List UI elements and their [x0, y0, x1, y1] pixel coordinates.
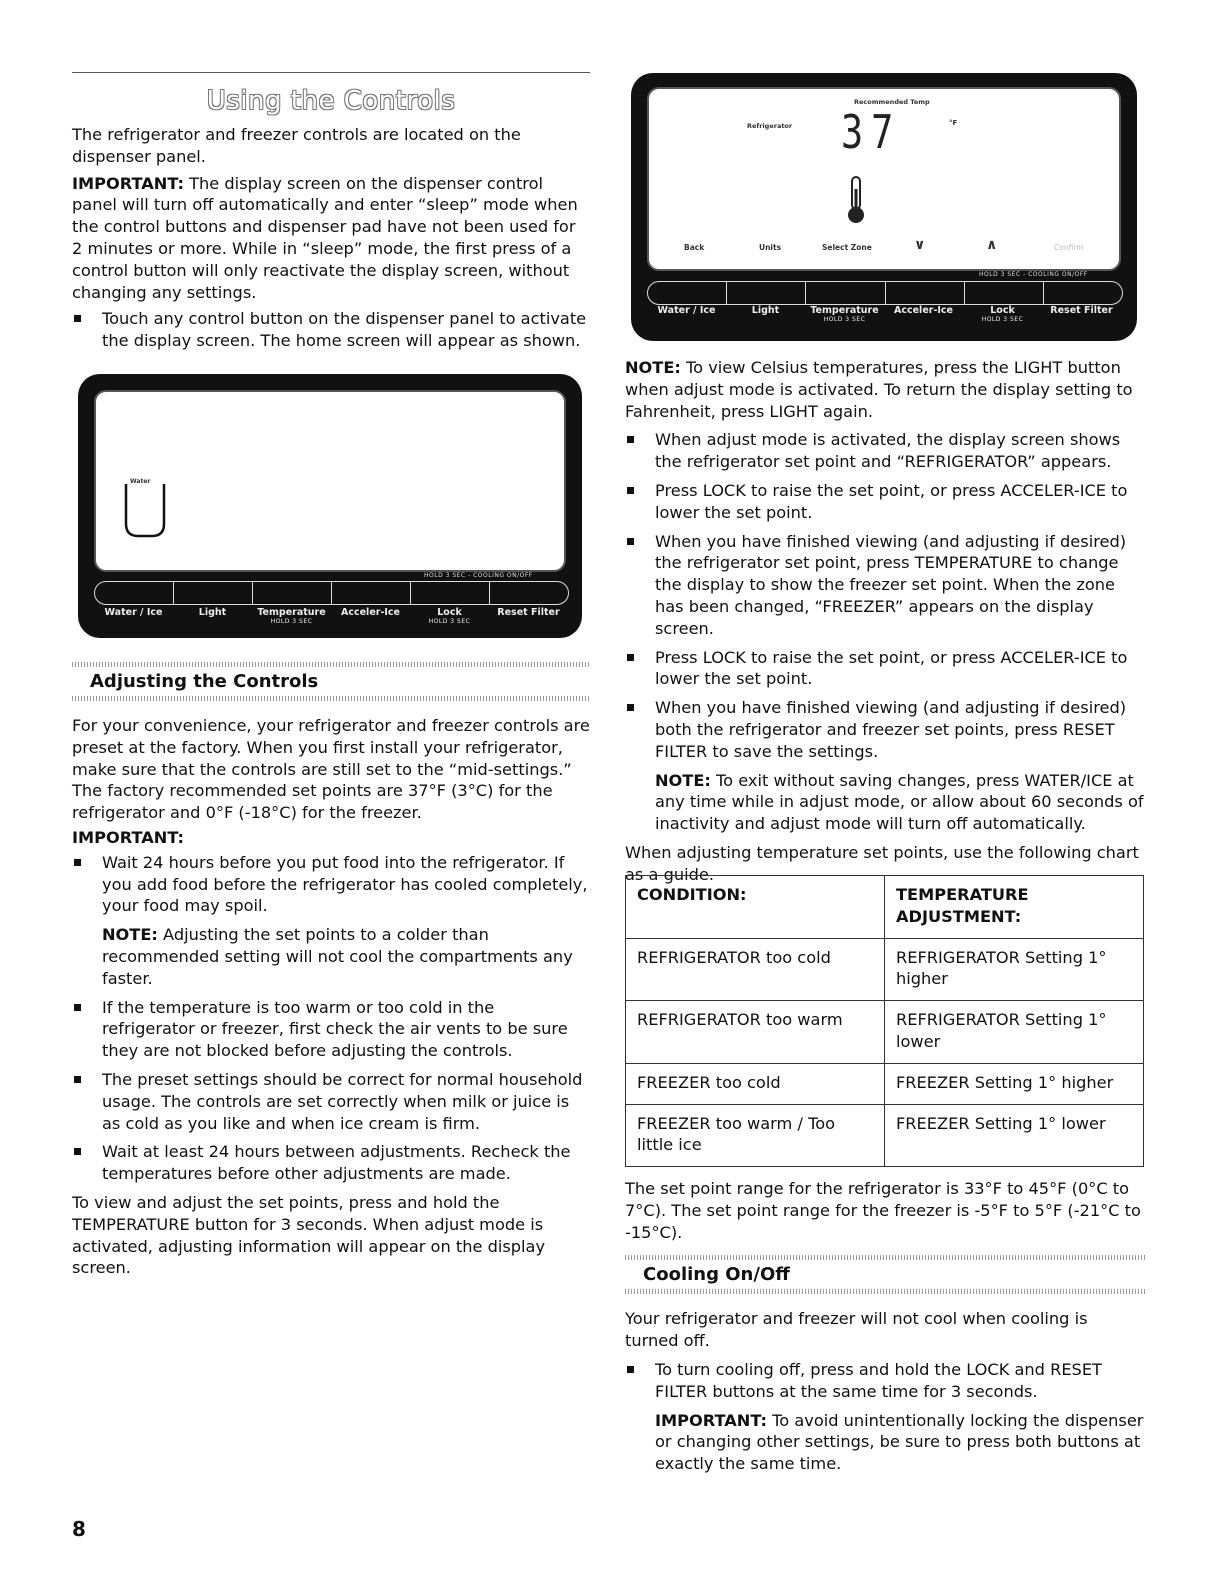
light-button[interactable]	[174, 582, 253, 604]
acceler-ice-button[interactable]	[886, 282, 965, 304]
water-ice-label: Water / Ice	[657, 305, 716, 316]
page-number: 8	[72, 1517, 86, 1541]
table-cell: FREEZER too warm / Too little ice	[626, 1104, 885, 1167]
bullet-preset: The preset settings should be correct for normal household usage. The controls are set correctly when milk or juice is as cold as you like and when ice cream is firm.	[72, 1069, 590, 1134]
table-header-cell: CONDITION:	[626, 876, 885, 939]
note-colder: NOTE: Adjusting the set points to a colder than recommended setting will not cool the compartments any faster.	[102, 925, 573, 988]
table-cell: FREEZER too cold	[626, 1063, 885, 1104]
button-strip	[94, 581, 569, 605]
temperature-button[interactable]	[806, 282, 885, 304]
table-row	[626, 938, 1144, 1001]
water-ice-button[interactable]	[648, 282, 727, 304]
bullet-lock-raise-2: Press LOCK to raise the set point, or press ACCELER-ICE to lower the set point.	[625, 647, 1145, 691]
chart-intro: When adjusting temperature set points, use the following chart as a guide.	[625, 842, 1139, 884]
adjustment-table	[625, 875, 1144, 1167]
view-adjust-para: To view and adjust the set points, press and hold the TEMPERATURE button for 3 seconds. When adjust mode is activated, adjusting information will appear on the display screen.	[72, 1192, 546, 1278]
bullet-wait-24: Wait 24 hours before you put food into the refrigerator. If you add food before the refrigerator has cooled completely, your food may spoil.	[72, 852, 590, 917]
lock-button[interactable]	[965, 282, 1044, 304]
cup-icon	[120, 480, 170, 542]
recommended-temp-label: Recommended Temp	[854, 98, 930, 106]
confirm-softkey[interactable]: Confirm	[1054, 243, 1084, 252]
bullet-adjust-mode: When adjust mode is activated, the display screen shows the refrigerator set point and “REFRIGERATOR” appears.	[625, 429, 1145, 473]
reset-filter-button[interactable]	[490, 582, 568, 604]
bullet-reset-filter: When you have finished viewing (and adjusting if desired) both the refrigerator and freezer set points, press RESET FILTER to save the settings.	[625, 697, 1145, 762]
water-label: Water	[130, 478, 151, 485]
table-cell: REFRIGERATOR Setting 1° lower	[885, 1001, 1144, 1064]
reset-filter-button[interactable]	[1044, 282, 1122, 304]
table-row	[626, 1001, 1144, 1064]
lock-button[interactable]	[411, 582, 490, 604]
table-cell: REFRIGERATOR Setting 1° higher	[885, 938, 1144, 1001]
table-header-row	[626, 876, 1144, 939]
cooling-heading: Cooling On/Off	[643, 1264, 790, 1286]
table-cell: FREEZER Setting 1° higher	[885, 1063, 1144, 1104]
temperature-label: Temperature HOLD 3 SEC	[810, 305, 879, 323]
light-label: Light	[751, 305, 780, 316]
adjusting-heading: Adjusting the Controls	[90, 671, 319, 692]
zone-label: Refrigerator	[747, 122, 793, 130]
thermometer-icon	[844, 175, 868, 225]
important-text: The display screen on the dispenser control panel will turn off automatically and enter “sleep” mode when the control buttons and dispenser pad have not been used for 2 minutes or more. While in “sleep” mode, the first press of a control button will only reactivate the display screen, without changing any settings.	[72, 173, 578, 302]
bullet-temperature-zone: When you have finished viewing (and adjusting if desired) the refrigerator set point, press TEMPERATURE to change the display to show the freezer set point. When the zone has been changed, “FREEZER” appears on the display screen.	[625, 531, 1145, 640]
temperature-readout: 37	[841, 105, 902, 159]
hold-cooling-text-2: HOLD 3 SEC - COOLING ON/OFF	[979, 271, 1088, 278]
temperature-label: Temperature HOLD 3 SEC	[257, 607, 326, 625]
adjust-display-screen	[647, 87, 1121, 271]
back-softkey[interactable]: Back	[684, 243, 705, 252]
important-label-2: IMPORTANT:	[72, 827, 184, 847]
bullet-cooling-off: To turn cooling off, press and hold the LOCK and RESET FILTER buttons at the same time for 3 seconds.	[625, 1359, 1145, 1403]
bullet-touch: Touch any control button on the dispenser panel to activate the display screen. The home screen will appear as shown.	[72, 308, 590, 352]
section-title: Using the Controls	[206, 86, 456, 116]
important-paragraph	[72, 173, 590, 304]
table-cell: REFRIGERATOR too cold	[626, 938, 885, 1001]
down-softkey[interactable]: ∨	[914, 237, 926, 253]
adjusting-para: For your convenience, your refrigerator and freezer controls are preset at the factory. When you first install your refrigerator, make sure that the controls are still set to the “mid-settings.” The factory recommended set points are 37°F (3°C) for the refrigerator and 0°F (-18°C) for the freezer.	[72, 716, 590, 823]
bullet-between: Wait at least 24 hours between adjustments. Recheck the temperatures before other adjustments are made.	[72, 1141, 590, 1185]
dispenser-panel-home	[78, 374, 582, 638]
bullet-lock-raise: Press LOCK to raise the set point, or press ACCELER-ICE to lower the set point.	[625, 480, 1145, 524]
acceler-ice-label: Acceler-Ice	[894, 305, 953, 316]
light-button[interactable]	[727, 282, 806, 304]
bullet-air-vents: If the temperature is too warm or too cold in the refrigerator or freezer, first check the air vents to be sure they are not blocked before adjusting the controls.	[72, 997, 590, 1062]
button-strip-2	[647, 281, 1123, 305]
dispenser-panel-adjust	[631, 73, 1137, 341]
note-celsius: NOTE: To view Celsius temperatures, press the LIGHT button when adjust mode is activated. To return the display setting to Fahrenheit, press LIGHT again.	[625, 358, 1133, 421]
temperature-button[interactable]	[253, 582, 332, 604]
hold-cooling-text: HOLD 3 SEC - COOLING ON/OFF	[424, 572, 533, 579]
cooling-para: Your refrigerator and freezer will not cool when cooling is turned off.	[625, 1309, 1088, 1351]
note-exit: NOTE: To exit without saving changes, press WATER/ICE at any time while in adjust mode, or allow about 60 seconds of inactivity and adjust mode will turn off automatically.	[655, 770, 1144, 834]
lock-label: Lock HOLD 3 SEC	[981, 305, 1024, 323]
water-ice-button[interactable]	[95, 582, 174, 604]
table-cell: FREEZER Setting 1° lower	[885, 1104, 1144, 1167]
intro-text: The refrigerator and freezer controls are located on the dispenser panel.	[72, 125, 521, 166]
hatch-rule	[625, 1289, 1145, 1294]
reset-filter-label: Reset Filter	[1050, 305, 1113, 316]
hatch-rule	[72, 696, 590, 701]
unit-label: °F	[949, 119, 958, 127]
table-row	[626, 1104, 1144, 1167]
top-rule	[72, 72, 590, 73]
light-label: Light	[198, 607, 227, 618]
acceler-ice-button[interactable]	[332, 582, 411, 604]
display-screen	[94, 390, 566, 572]
select-zone-softkey[interactable]: Select Zone	[822, 243, 872, 252]
acceler-ice-label: Acceler-Ice	[341, 607, 400, 618]
table-header-cell: TEMPERATURE ADJUSTMENT:	[885, 876, 1144, 939]
cooling-important: IMPORTANT: To avoid unintentionally locking the dispenser or changing other settings, be sure to press both buttons at exactly the same time.	[655, 1410, 1144, 1474]
reset-filter-label: Reset Filter	[497, 607, 560, 618]
table-cell: REFRIGERATOR too warm	[626, 1001, 885, 1064]
table-row	[626, 1063, 1144, 1104]
water-ice-label: Water / Ice	[104, 607, 163, 618]
up-softkey[interactable]: ∧	[986, 237, 998, 253]
range-para: The set point range for the refrigerator is 33°F to 45°F (0°C to 7°C). The set point range for the freezer is -5°F to 5°F (-21°C to -15°C).	[625, 1179, 1141, 1242]
lock-label: Lock HOLD 3 SEC	[428, 607, 471, 625]
important-label: IMPORTANT:	[72, 173, 184, 193]
units-softkey[interactable]: Units	[759, 243, 782, 252]
